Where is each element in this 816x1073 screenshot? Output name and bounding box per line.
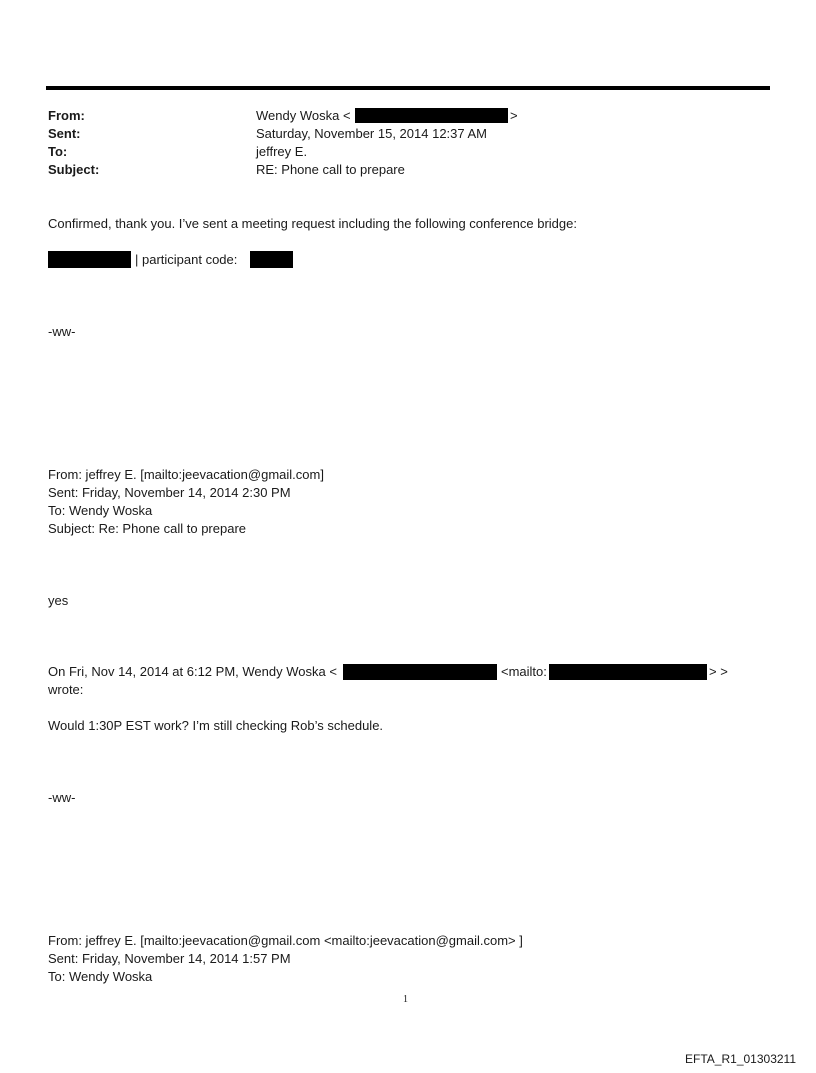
from-label: From: <box>48 108 85 123</box>
mailto-close: > > <box>709 664 728 679</box>
footer-id: EFTA_R1_01303211 <box>685 1052 796 1066</box>
mailto-text: <mailto: <box>501 664 547 679</box>
redaction-block <box>549 664 707 680</box>
reply-yes: yes <box>48 593 69 608</box>
signature: -ww- <box>48 324 76 339</box>
quoted-to: To: Wendy Woska <box>48 969 153 984</box>
subject-value: RE: Phone call to prepare <box>256 162 405 177</box>
on-wrote-line: On Fri, Nov 14, 2014 at 6:12 PM, Wendy Woska < <box>48 664 337 679</box>
from-value: Wendy Woska < <box>256 108 351 123</box>
quoted-question: Would 1:30P EST work? I’m still checking Rob’s schedule. <box>48 718 384 733</box>
redaction-block <box>48 251 131 268</box>
participant-code-text: | participant code: <box>135 252 238 267</box>
to-label: To: <box>48 144 68 159</box>
quoted-from: From: jeffrey E. [mailto:jeevacation@gmail.com <mailto:jeevacation@gmail.com> ] <box>48 933 523 948</box>
signature: -ww- <box>48 790 76 805</box>
body-line-confirmed: Confirmed, thank you. I’ve sent a meeting request including the following conference bridge: <box>48 216 577 231</box>
wrote-text: wrote: <box>48 682 84 697</box>
redaction-block <box>343 664 497 680</box>
from-close: > <box>510 108 518 123</box>
redaction-block <box>355 108 508 123</box>
redaction-block <box>250 251 293 268</box>
header-rule <box>46 86 770 90</box>
page-number: 1 <box>403 994 408 1005</box>
sent-value: Saturday, November 15, 2014 12:37 AM <box>256 126 488 141</box>
quoted-subject: Subject: Re: Phone call to prepare <box>48 521 247 536</box>
subject-label: Subject: <box>48 162 100 177</box>
quoted-sent: Sent: Friday, November 14, 2014 2:30 PM <box>48 485 291 500</box>
quoted-sent: Sent: Friday, November 14, 2014 1:57 PM <box>48 951 291 966</box>
quoted-to: To: Wendy Woska <box>48 503 153 518</box>
quoted-from: From: jeffrey E. [mailto:jeevacation@gmail.com] <box>48 467 324 482</box>
to-value: jeffrey E. <box>256 144 308 159</box>
sent-label: Sent: <box>48 126 81 141</box>
